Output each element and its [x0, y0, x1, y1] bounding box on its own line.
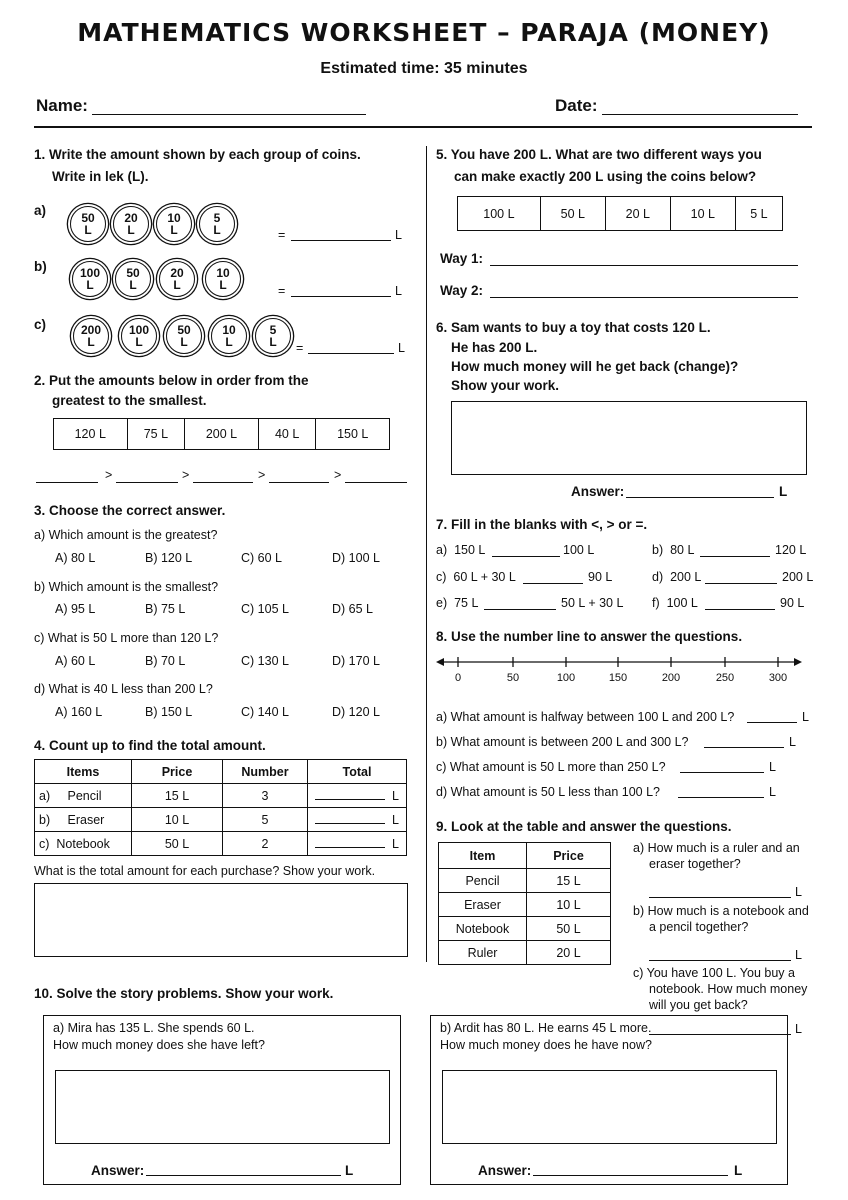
- table-row: [439, 917, 611, 941]
- q7-e-blank[interactable]: [484, 609, 556, 610]
- q3-option[interactable]: C) 140 L: [241, 705, 289, 719]
- q9-price-cell: 50 L: [527, 917, 611, 941]
- q1-a-unit: L: [395, 228, 402, 242]
- coin-50: 50 L: [115, 261, 151, 297]
- q8-d-question: d) What amount is 50 L less than 100 L?: [436, 785, 660, 799]
- q4-item-cell: a) Pencil: [35, 784, 132, 808]
- q5-coin: 5 L: [735, 197, 782, 231]
- q9-b-line1: b) How much is a notebook and: [633, 904, 809, 918]
- q5-coin: 100 L: [458, 197, 541, 231]
- q8-tick-label: 300: [768, 672, 788, 684]
- q7-title: 7. Fill in the blanks with <, > or =.: [436, 517, 648, 532]
- coin-20: 20 L: [159, 261, 195, 297]
- q10-b-unit: L: [734, 1163, 743, 1178]
- q4-total-cell[interactable]: L: [308, 808, 407, 832]
- q5-way2-field[interactable]: [490, 297, 798, 298]
- q3-title: 3. Choose the correct answer.: [34, 503, 226, 518]
- q6-answer-label: Answer:: [571, 484, 625, 499]
- q7-d-right: 200 L: [782, 570, 814, 584]
- q9-c-line1: c) You have 100 L. You buy a: [633, 966, 795, 980]
- q8-tick-label: 150: [608, 672, 628, 684]
- q10-a-work-box[interactable]: [55, 1070, 390, 1144]
- coin-50: 50 L: [166, 318, 202, 354]
- q3-option[interactable]: B) 150 L: [145, 705, 193, 719]
- q5-title-line1: 5. You have 200 L. What are two different ways you: [436, 147, 762, 162]
- q9-a-line2: eraser together?: [649, 857, 741, 871]
- q4-item-cell: b) Eraser: [35, 808, 132, 832]
- q4-total-cell[interactable]: L: [308, 784, 407, 808]
- q4-number-cell: 2: [223, 832, 308, 856]
- q1-c-equals: =: [296, 341, 304, 355]
- q2-amount: 75 L: [127, 419, 185, 450]
- q5-coin: 10 L: [670, 197, 735, 231]
- q8-c-question: c) What amount is 50 L more than 250 L?: [436, 760, 666, 774]
- q10-a-answer-label: Answer:: [91, 1163, 145, 1178]
- q7-b-right: 120 L: [775, 543, 807, 557]
- q2-title-line2: greatest to the smallest.: [52, 393, 207, 408]
- q3-c-question: c) What is 50 L more than 120 L?: [34, 631, 219, 645]
- q7-d: d) 200 L: [652, 570, 702, 584]
- q6-line1: 6. Sam wants to buy a toy that costs 120 L.: [436, 320, 711, 335]
- coin-10: 10 L: [211, 318, 247, 354]
- q3-option[interactable]: B) 120 L: [145, 551, 193, 565]
- q6-line2: He has 200 L.: [451, 340, 538, 355]
- q8-c-answer[interactable]: [680, 772, 764, 773]
- table-row: [35, 808, 407, 832]
- q2-amount: 200 L: [185, 419, 259, 450]
- q1-b-unit: L: [395, 284, 402, 298]
- q9-header-price: Price: [527, 843, 611, 869]
- q4-question: What is the total amount for each purchase? Show your work.: [34, 864, 376, 878]
- q9-item-cell: Eraser: [439, 893, 527, 917]
- q1-c-label: c): [34, 317, 47, 332]
- table-row: [35, 784, 407, 808]
- q9-unit: L: [795, 1022, 802, 1036]
- q5-coin-table: [457, 196, 783, 231]
- q3-option[interactable]: D) 100 L: [332, 551, 380, 565]
- q9-c-line3: will you get back?: [649, 998, 748, 1012]
- q1-a-label: a): [34, 203, 47, 218]
- q5-way1-field[interactable]: [490, 265, 798, 266]
- q9-price-cell: 10 L: [527, 893, 611, 917]
- table-row: [439, 941, 611, 965]
- q4-price-cell: 50 L: [132, 832, 223, 856]
- date-label: Date:: [555, 96, 598, 115]
- q2-blank-5[interactable]: [345, 482, 407, 483]
- q7-e: e) 75 L: [436, 596, 479, 610]
- estimated-time: Estimated time: 35 minutes: [320, 60, 528, 77]
- q10-a-answer-field[interactable]: [146, 1175, 341, 1176]
- q4-number-cell: 5: [223, 808, 308, 832]
- q4-total-cell[interactable]: L: [308, 832, 407, 856]
- q2-blank-4[interactable]: [269, 482, 329, 483]
- name-label: Name:: [36, 96, 88, 115]
- coin-10: 10 L: [156, 206, 192, 242]
- q8-tick-label: 250: [715, 672, 735, 684]
- q3-a-question: a) Which amount is the greatest?: [34, 528, 218, 542]
- coin-5: 5 L: [255, 318, 291, 354]
- coin-5: 5 L: [199, 206, 235, 242]
- coin-100: 100 L: [72, 261, 108, 297]
- q4-item-cell: c) Notebook: [35, 832, 132, 856]
- q3-option[interactable]: C) 105 L: [241, 602, 289, 616]
- q9-a-line1: a) How much is a ruler and an: [633, 841, 800, 855]
- q3-option[interactable]: C) 130 L: [241, 654, 289, 668]
- coin-50: 50 L: [70, 206, 106, 242]
- q10-b-work-box[interactable]: [442, 1070, 777, 1144]
- q3-option[interactable]: D) 170 L: [332, 654, 380, 668]
- q4-header-price: Price: [132, 760, 223, 784]
- q10-b-answer-label: Answer:: [478, 1163, 532, 1178]
- q3-d-question: d) What is 40 L less than 200 L?: [34, 682, 213, 696]
- q8-b-answer[interactable]: [704, 747, 784, 748]
- q4-header-total: Total: [308, 760, 407, 784]
- q7-c-right: 90 L: [588, 570, 613, 584]
- q8-unit: L: [802, 710, 809, 724]
- q7-f: f) 100 L: [652, 596, 698, 610]
- header-divider: [34, 126, 812, 128]
- q7-f-blank[interactable]: [705, 609, 775, 610]
- q9-title: 9. Look at the table and answer the questions.: [436, 819, 732, 834]
- coin-100: 100 L: [121, 318, 157, 354]
- q1-b-equals: =: [278, 284, 286, 298]
- q8-tick-label: 100: [556, 672, 576, 684]
- q1-b-answer[interactable]: [291, 296, 391, 297]
- q9-a-answer[interactable]: [649, 897, 791, 898]
- q10-b-line2: How much money does he have now?: [440, 1038, 652, 1052]
- q7-a: a) 150 L: [436, 543, 486, 557]
- q2-amount: 40 L: [258, 419, 316, 450]
- q3-option[interactable]: A) 60 L: [55, 654, 96, 668]
- q2-blank-3[interactable]: [193, 482, 253, 483]
- q1-title-line1: 1. Write the amount shown by each group of coins.: [34, 147, 361, 162]
- date-field[interactable]: [602, 114, 798, 115]
- q7-b: b) 80 L: [652, 543, 695, 557]
- q10-b-answer-field[interactable]: [533, 1175, 728, 1176]
- q6-unit: L: [779, 484, 788, 499]
- q5-coin: 50 L: [540, 197, 605, 231]
- q3-option[interactable]: B) 75 L: [145, 602, 186, 616]
- q4-table: [34, 759, 407, 856]
- q4-title: 4. Count up to find the total amount.: [34, 738, 266, 753]
- q1-a-answer[interactable]: [291, 240, 391, 241]
- q3-option[interactable]: B) 70 L: [145, 654, 186, 668]
- q2-amount: 120 L: [54, 419, 128, 450]
- q9-item-cell: Notebook: [439, 917, 527, 941]
- q7-a-blank[interactable]: [492, 556, 560, 557]
- coin-200: 200 L: [73, 318, 109, 354]
- worksheet-title: MATHEMATICS WORKSHEET – PARAJA (MONEY): [77, 18, 771, 47]
- q8-title: 8. Use the number line to answer the questions.: [436, 629, 743, 644]
- q9-item-cell: Ruler: [439, 941, 527, 965]
- q4-header-number: Number: [223, 760, 308, 784]
- q3-b-question: b) Which amount is the smallest?: [34, 580, 219, 594]
- q4-work-box[interactable]: [34, 883, 408, 957]
- q6-line4: Show your work.: [451, 378, 560, 393]
- q3-option[interactable]: A) 95 L: [55, 602, 96, 616]
- q1-title-line2: Write in lek (L).: [52, 169, 149, 184]
- q2-gt: >: [258, 468, 266, 482]
- q7-c: c) 60 L + 30 L: [436, 570, 516, 584]
- q9-unit: L: [795, 948, 802, 962]
- q9-table: [438, 842, 611, 965]
- table-row: [439, 869, 611, 893]
- q3-option[interactable]: D) 120 L: [332, 705, 380, 719]
- q7-f-right: 90 L: [780, 596, 805, 610]
- q2-gt: >: [105, 468, 113, 482]
- q9-item-cell: Pencil: [439, 869, 527, 893]
- q8-d-answer[interactable]: [678, 797, 764, 798]
- q1-b-label: b): [34, 259, 47, 274]
- q9-b-line2: a pencil together?: [649, 920, 749, 934]
- q8-a-answer[interactable]: [747, 722, 797, 723]
- q10-b-line1: b) Ardit has 80 L. He earns 45 L more.: [440, 1021, 652, 1035]
- q6-answer-field[interactable]: [626, 497, 774, 498]
- q4-price-cell: 15 L: [132, 784, 223, 808]
- q6-line3: How much money will he get back (change)?: [451, 359, 739, 374]
- q7-c-blank[interactable]: [523, 583, 583, 584]
- q4-number-cell: 3: [223, 784, 308, 808]
- q8-tick-label: 0: [454, 672, 462, 684]
- q9-header-item: Item: [439, 843, 527, 869]
- table-row: [439, 893, 611, 917]
- coin-20: 20 L: [113, 206, 149, 242]
- q2-amount: 150 L: [316, 419, 390, 450]
- q2-amounts-table: [53, 418, 390, 450]
- q2-gt: >: [334, 468, 342, 482]
- q5-title-line2: can make exactly 200 L using the coins below?: [454, 169, 757, 184]
- q10-a-line2: How much money does she have left?: [53, 1038, 265, 1052]
- q7-e-right: 50 L + 30 L: [561, 596, 624, 610]
- q3-option[interactable]: A) 160 L: [55, 705, 103, 719]
- q1-a-equals: =: [278, 228, 286, 242]
- table-row: [35, 832, 407, 856]
- coin-10: 10 L: [205, 261, 241, 297]
- name-field[interactable]: [92, 114, 366, 115]
- q7-b-blank[interactable]: [700, 556, 770, 557]
- q7-a-right: 100 L: [563, 543, 595, 557]
- q8-unit: L: [769, 785, 776, 799]
- q8-tick-label: 200: [661, 672, 681, 684]
- q5-way1-label: Way 1:: [440, 251, 484, 266]
- q8-b-question: b) What amount is between 200 L and 300 L?: [436, 735, 689, 749]
- q2-gt: >: [182, 468, 190, 482]
- q1-c-unit: L: [398, 341, 405, 355]
- q10-a-line1: a) Mira has 135 L. She spends 60 L.: [53, 1021, 255, 1035]
- q9-price-cell: 15 L: [527, 869, 611, 893]
- q3-option[interactable]: D) 65 L: [332, 602, 373, 616]
- q5-way2-label: Way 2:: [440, 283, 484, 298]
- q6-work-box[interactable]: [451, 401, 807, 475]
- q4-price-cell: 10 L: [132, 808, 223, 832]
- q5-coin: 20 L: [605, 197, 670, 231]
- q2-title-line1: 2. Put the amounts below in order from the: [34, 373, 309, 388]
- q8-unit: L: [789, 735, 796, 749]
- q9-price-cell: 20 L: [527, 941, 611, 965]
- q9-unit: L: [795, 885, 802, 899]
- q3-option[interactable]: C) 60 L: [241, 551, 282, 565]
- q10-title: 10. Solve the story problems. Show your work.: [34, 986, 334, 1001]
- q8-tick-label: 50: [506, 672, 520, 684]
- q2-blank-1[interactable]: [36, 482, 98, 483]
- q8-number-line: [436, 650, 806, 674]
- q8-a-question: a) What amount is halfway between 100 L and 200 L?: [436, 710, 735, 724]
- q4-header-items: Items: [35, 760, 132, 784]
- q9-b-answer[interactable]: [649, 960, 791, 961]
- q8-unit: L: [769, 760, 776, 774]
- column-divider: [426, 146, 427, 962]
- q10-a-unit: L: [345, 1163, 354, 1178]
- q7-d-blank[interactable]: [705, 583, 777, 584]
- q9-c-line2: notebook. How much money: [649, 982, 808, 996]
- q2-blank-2[interactable]: [116, 482, 178, 483]
- q3-option[interactable]: A) 80 L: [55, 551, 96, 565]
- q1-c-answer[interactable]: [308, 353, 394, 354]
